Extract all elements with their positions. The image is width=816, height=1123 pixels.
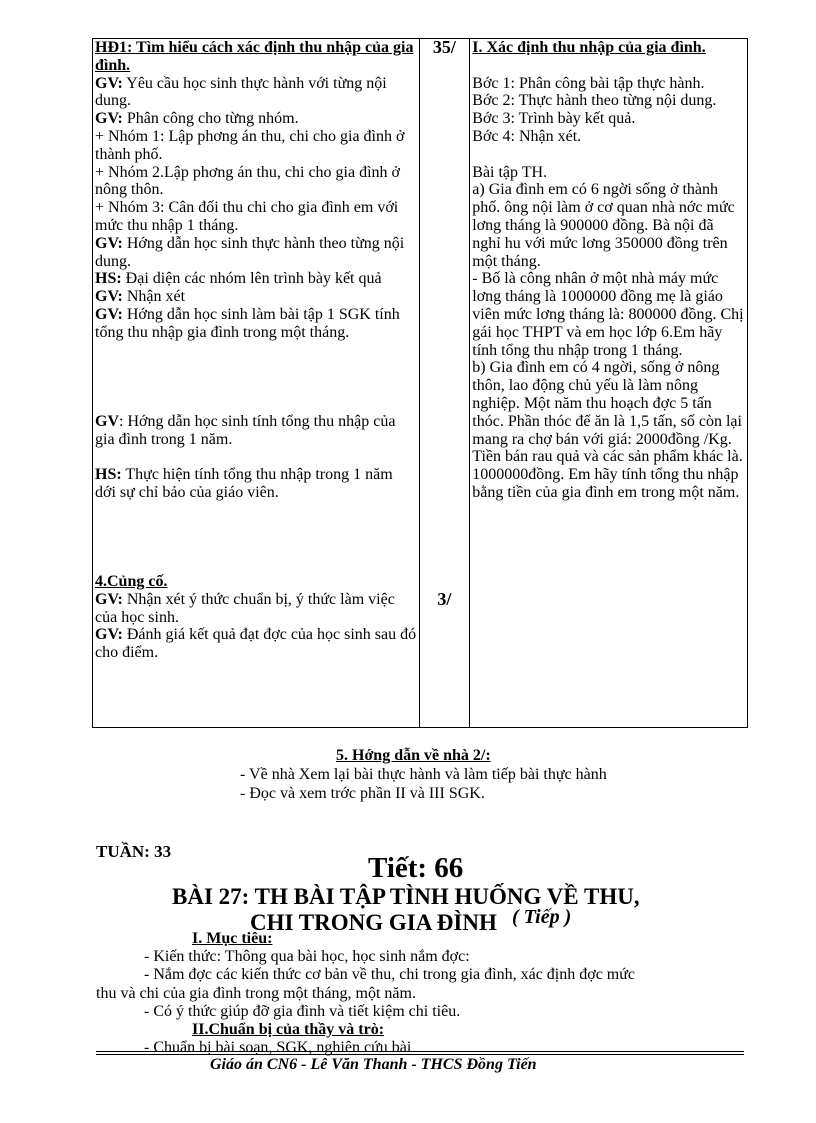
- section-heading: [472, 39, 745, 57]
- heading-text: I. Xác định thu nhập của gia đình.: [472, 39, 706, 56]
- preparation-heading: II.Chuẩn bị của thầy và trò:: [192, 1021, 385, 1038]
- paragraph: [472, 181, 745, 270]
- spacer: [95, 342, 417, 413]
- paragraph: [95, 288, 417, 306]
- speaker-label: GV: [95, 412, 119, 430]
- objective-4: - Có ý thức giúp đỡ gia đình và tiết kiệm chi tiêu.: [144, 1003, 461, 1020]
- footer-rule-bottom: [96, 1054, 744, 1055]
- time-activity-2: 3/: [437, 588, 452, 609]
- speaker-label: HS:: [95, 270, 122, 288]
- paragraph-text: Bớc 1: Phân công bài tập thực hành.: [472, 74, 705, 92]
- paragraph-text: Tiền bán rau quả và các sản phẩm khác là. 1000000đồng. Em hãy tính tổng thu nhập bằng tiền của gia đình em trong một năm.: [472, 448, 743, 501]
- section-heading: [95, 573, 417, 591]
- paragraph-text: + Nhóm 1: Lập phơng án thu, chi cho gia đình ở thành phố.: [95, 127, 405, 163]
- heading-text: 4.Củng cố.: [95, 572, 168, 590]
- content-column: [470, 39, 748, 728]
- spacer: [472, 146, 745, 164]
- paragraph-text: + Nhóm 3: Cân đối thu chi cho gia đình em với mức thu nhập 1 tháng.: [95, 199, 399, 234]
- period-title: Tiết: 66: [368, 852, 464, 884]
- speaker-label: HS:: [95, 466, 122, 484]
- footer-rule-top: [96, 1051, 744, 1052]
- speaker-label: GV:: [95, 626, 123, 644]
- objective-3: thu và chi của gia đình trong một tháng, một năm.: [96, 985, 416, 1002]
- paragraph: [95, 413, 417, 449]
- speaker-label: GV:: [95, 74, 123, 92]
- homework-item-2: - Đọc và xem trớc phần II và III SGK.: [240, 785, 485, 802]
- homework-item-1: - Về nhà Xem lại bài thực hành và làm tiếp bài thực hành: [240, 766, 607, 783]
- homework-heading: 5. Hớng dẫn về nhà 2/:: [336, 747, 491, 764]
- paragraph-text: a) Gia đình em có 6 ngời sống ở thành phố. ông nội làm ở cơ quan nhà nớc mức lơng tháng là 900000 đồng. Bà nội đã nghỉ hu với mức lơng 350000 đồng trên một tháng.: [472, 181, 735, 270]
- lesson-title-line-2: CHI TRONG GIA ĐÌNH: [250, 910, 497, 935]
- speaker-label: GV:: [95, 288, 123, 306]
- paragraph: [95, 626, 417, 662]
- spacer: [95, 448, 417, 466]
- paragraph: [95, 110, 417, 128]
- paragraph: [95, 270, 417, 288]
- paragraph-text: + Nhóm 2.Lập phơng án thu, chi cho gia đình ở nông thôn.: [95, 163, 401, 199]
- objectives-heading: I. Mục tiêu:: [192, 930, 273, 947]
- paragraph-text: Nhận xét ý thức chuẩn bị, ý thức làm việc của học sinh.: [95, 590, 395, 626]
- paragraph-text: Đánh giá kết quả đạt đợc của học sinh sau đó cho điểm.: [95, 626, 417, 662]
- week-label: TUẦN: 33: [96, 842, 172, 861]
- speaker-label: GV:: [95, 110, 123, 128]
- paragraph: [472, 92, 745, 110]
- speaker-label: GV:: [95, 590, 123, 608]
- paragraph: [95, 199, 417, 235]
- paragraph: [472, 110, 745, 128]
- paragraph: [472, 270, 745, 359]
- objective-1: - Kiến thức: Thông qua bài học, học sinh nắm đợc:: [144, 948, 470, 965]
- spacer: [472, 57, 745, 75]
- paragraph-text: Nhận xét: [122, 288, 186, 306]
- page-footer: Giáo án CN6 - Lê Văn Thanh - THCS Đồng Tiến: [210, 1056, 537, 1073]
- paragraph-text: - Bố là công nhân ở một nhà máy mức lơng tháng là 1000000 đồng mẹ là giáo viên mức lơng tháng là: 800000 đồng. Chị gái học THPT và em học lớp 6.Em hãy tính tổng thu nhập trong 1 tháng.: [472, 270, 744, 359]
- heading-text: HĐ1: Tìm hiểu cách xác định thu nhập của gia đình.: [95, 39, 414, 74]
- paragraph: [95, 591, 417, 627]
- paragraph-text: Yêu cầu học sinh thực hành với từng nội dung.: [95, 74, 387, 110]
- paragraph: [472, 359, 745, 448]
- paragraph-text: : Hớng dẫn học sinh tính tổng thu nhập của gia đình trong 1 năm.: [95, 412, 396, 448]
- section-heading: [95, 39, 417, 75]
- paragraph: [472, 75, 745, 93]
- paragraph: [472, 448, 745, 501]
- paragraph: [95, 75, 417, 111]
- paragraph-text: Hớng dẫn học sinh thực hành theo từng nội dung.: [95, 234, 405, 270]
- time-column: [419, 39, 470, 728]
- preparation-item: - Chuẩn bị bài soạn, SGK, nghiên cứu bài: [144, 1039, 412, 1056]
- paragraph-text: Bài tập TH.: [472, 163, 548, 181]
- paragraph-text: Hớng dẫn học sinh làm bài tập 1 SGK tính tổng thu nhập gia đình trong một tháng.: [95, 305, 400, 341]
- paragraph-text: b) Gia đình em có 4 ngời, sống ở nông thôn, lao động chủ yếu là làm nông nghiệp. Một năm thu hoạch đợc 5 tấn thóc. Phần thóc để ăn là 1,5 tấn, số còn lại mang ra chợ bán với giá: 2000đồng /Kg.: [472, 359, 742, 448]
- objective-2: - Nắm đợc các kiến thức cơ bản về thu, chi trong gia đình, xác định đợc mức: [144, 966, 636, 983]
- paragraph-text: Bớc 2: Thực hành theo từng nội dung.: [472, 92, 717, 110]
- paragraph: [95, 164, 417, 200]
- paragraph: [472, 128, 745, 146]
- paragraph-text: Đại diện các nhóm lên trình bày kết quả: [121, 270, 382, 288]
- paragraph: [95, 306, 417, 342]
- paragraph-text: Phân công cho từng nhóm.: [122, 110, 299, 128]
- paragraph: [95, 128, 417, 164]
- paragraph: [472, 164, 745, 182]
- paragraph-text: Bớc 3: Trình bày kết quả.: [472, 110, 636, 128]
- time-activity-1: 35/: [432, 37, 456, 57]
- lesson-title-suffix: ( Tiếp ): [512, 906, 572, 928]
- lesson-title-line-1: BÀI 27: TH BÀI TẬP TÌNH HUỐNG VỀ THU,: [172, 884, 640, 909]
- paragraph: [95, 466, 417, 502]
- speaker-label: GV:: [95, 234, 123, 252]
- paragraph-text: Thực hiện tính tổng thu nhập trong 1 năm dới sự chỉ bảo của giáo viên.: [95, 466, 393, 501]
- activity-column: [93, 39, 420, 728]
- lesson-table: [92, 38, 748, 728]
- paragraph: [95, 235, 417, 271]
- paragraph-text: Bớc 4: Nhận xét.: [472, 127, 582, 145]
- speaker-label: GV:: [95, 305, 123, 323]
- spacer: [95, 502, 417, 573]
